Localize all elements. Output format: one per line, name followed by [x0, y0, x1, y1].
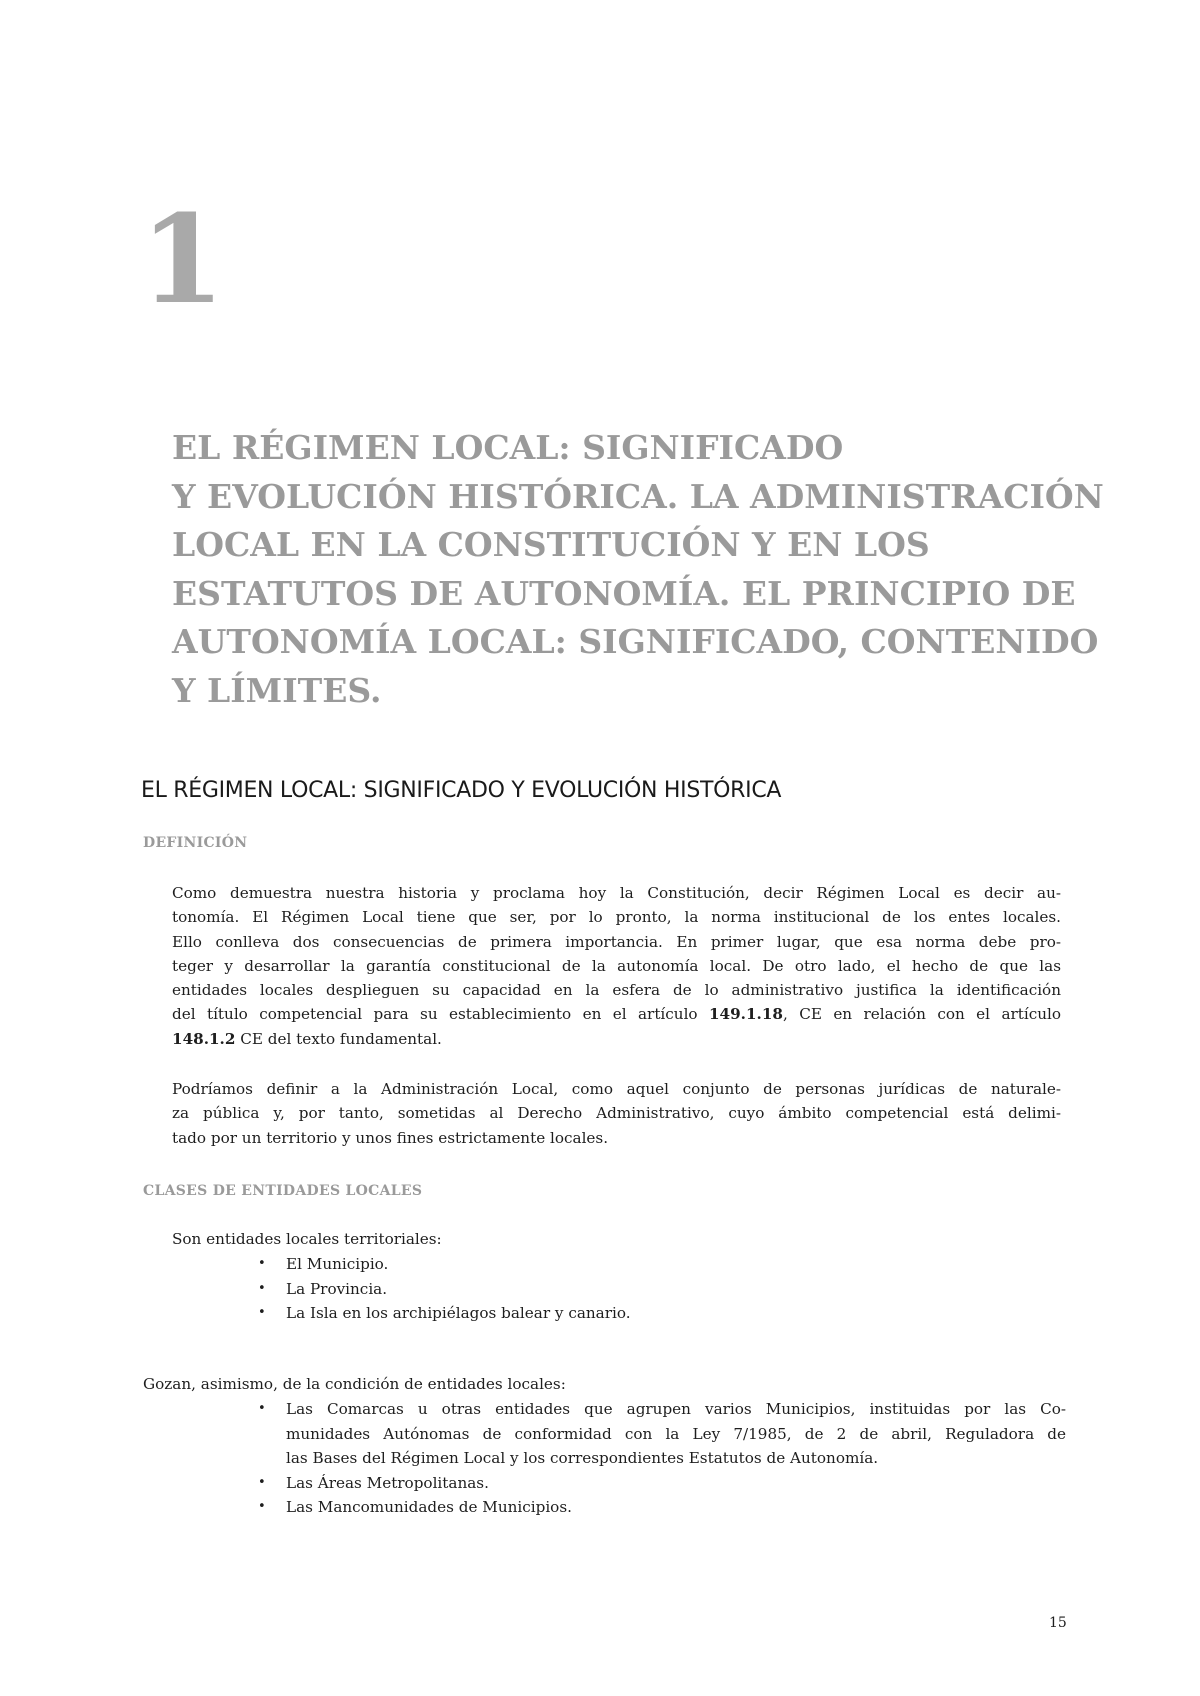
text-segment: , CE en relación con el artículo	[782, 1005, 1062, 1024]
bullet-icon: •	[258, 1280, 266, 1296]
paragraph-line: teger y desarrollar la garantía constitucional de la autonomía local. De otro lado, el hecho de que las	[172, 956, 1061, 975]
paragraph-line: Podríamos definir a la Administración Local, como aquel conjunto de personas jurídicas de naturale-	[172, 1080, 1061, 1098]
paragraph-line: Ello conlleva dos consecuencias de primera importancia. En primer lugar, que esa norma debe pro-	[172, 932, 1061, 951]
list-item: • La Provincia.	[256, 1277, 631, 1302]
otras-entidades-intro: Gozan, asimismo, de la condición de entidades locales:	[143, 1375, 566, 1393]
chapter-title	[172, 424, 1102, 715]
chapter-title-line: LOCAL EN LA CONSTITUCIÓN Y EN LOS	[172, 525, 930, 564]
bullet-icon: •	[258, 1401, 266, 1416]
clases-heading: CLASES DE ENTIDADES LOCALES	[143, 1183, 423, 1199]
chapter-title-line: Y LÍMITES.	[172, 670, 382, 710]
list-item: • Las Comarcas u otras entidades que agrupen varios Municipios, instituidas por las Co- munidades Autónomas de conformidad con la Ley 7/1985, de 2 de abril, Reguladora de las Bases del Régimen Local y los correspondientes Estatutos de Autonomía.	[256, 1397, 1066, 1471]
chapter-number: 1	[140, 187, 225, 331]
definicion-paragraph-1	[172, 881, 1061, 1051]
list-item: • Las Áreas Metropolitanas.	[256, 1471, 1066, 1496]
chapter-title-line: Y EVOLUCIÓN HISTÓRICA. LA ADMINISTRACIÓN	[172, 476, 1104, 516]
list-item: • El Municipio.	[256, 1252, 631, 1277]
definicion-heading: DEFINICIÓN	[143, 835, 248, 851]
definicion-paragraph-2	[172, 1077, 1061, 1150]
territoriales-list	[256, 1252, 631, 1326]
territoriales-intro: Son entidades locales territoriales:	[172, 1230, 442, 1248]
chapter-title-line: ESTATUTOS DE AUTONOMÍA. EL PRINCIPIO DE	[172, 573, 1076, 613]
bullet-icon: •	[258, 1499, 266, 1514]
paragraph-line: za pública y, por tanto, sometidas al Derecho Administrativo, cuyo ámbito competencial está delimi-	[172, 1104, 1061, 1123]
chapter-title-line: EL RÉGIMEN LOCAL: SIGNIFICADO	[172, 428, 844, 467]
paragraph-line	[172, 1027, 1061, 1051]
text-segment: del título competencial para su establecimiento en el artículo	[172, 1005, 709, 1024]
bullet-icon: •	[258, 1256, 266, 1271]
paragraph-line	[172, 1002, 1061, 1026]
page-number: 15	[1049, 1615, 1067, 1631]
article-reference: 148.1.2	[172, 1029, 236, 1048]
chapter-title-line: AUTONOMÍA LOCAL: SIGNIFICADO, CONTENIDO	[172, 622, 1099, 661]
list-item: • Las Mancomunidades de Municipios.	[256, 1495, 1066, 1520]
paragraph-line: tonomía. El Régimen Local tiene que ser, por lo pronto, la norma institucional de los entes locales.	[172, 908, 1061, 927]
bullet-icon: •	[258, 1474, 266, 1490]
otras-entidades-list	[256, 1397, 1066, 1520]
article-reference: 149.1.18	[708, 1005, 783, 1024]
text-segment: CE del texto fundamental.	[235, 1029, 442, 1048]
paragraph-line: Como demuestra nuestra historia y proclama hoy la Constitución, decir Régimen Local es decir au-	[172, 884, 1061, 902]
paragraph-line: entidades locales desplieguen su capacidad en la esfera de lo administrativo justifica la identificación	[172, 981, 1061, 1000]
paragraph-line: tado por un territorio y unos fines estrictamente locales.	[172, 1128, 609, 1147]
section-heading: EL RÉGIMEN LOCAL: SIGNIFICADO Y EVOLUCIÓN HISTÓRICA	[141, 778, 782, 803]
list-item: • La Isla en los archipiélagos balear y canario.	[256, 1301, 631, 1326]
bullet-icon: •	[258, 1305, 266, 1320]
